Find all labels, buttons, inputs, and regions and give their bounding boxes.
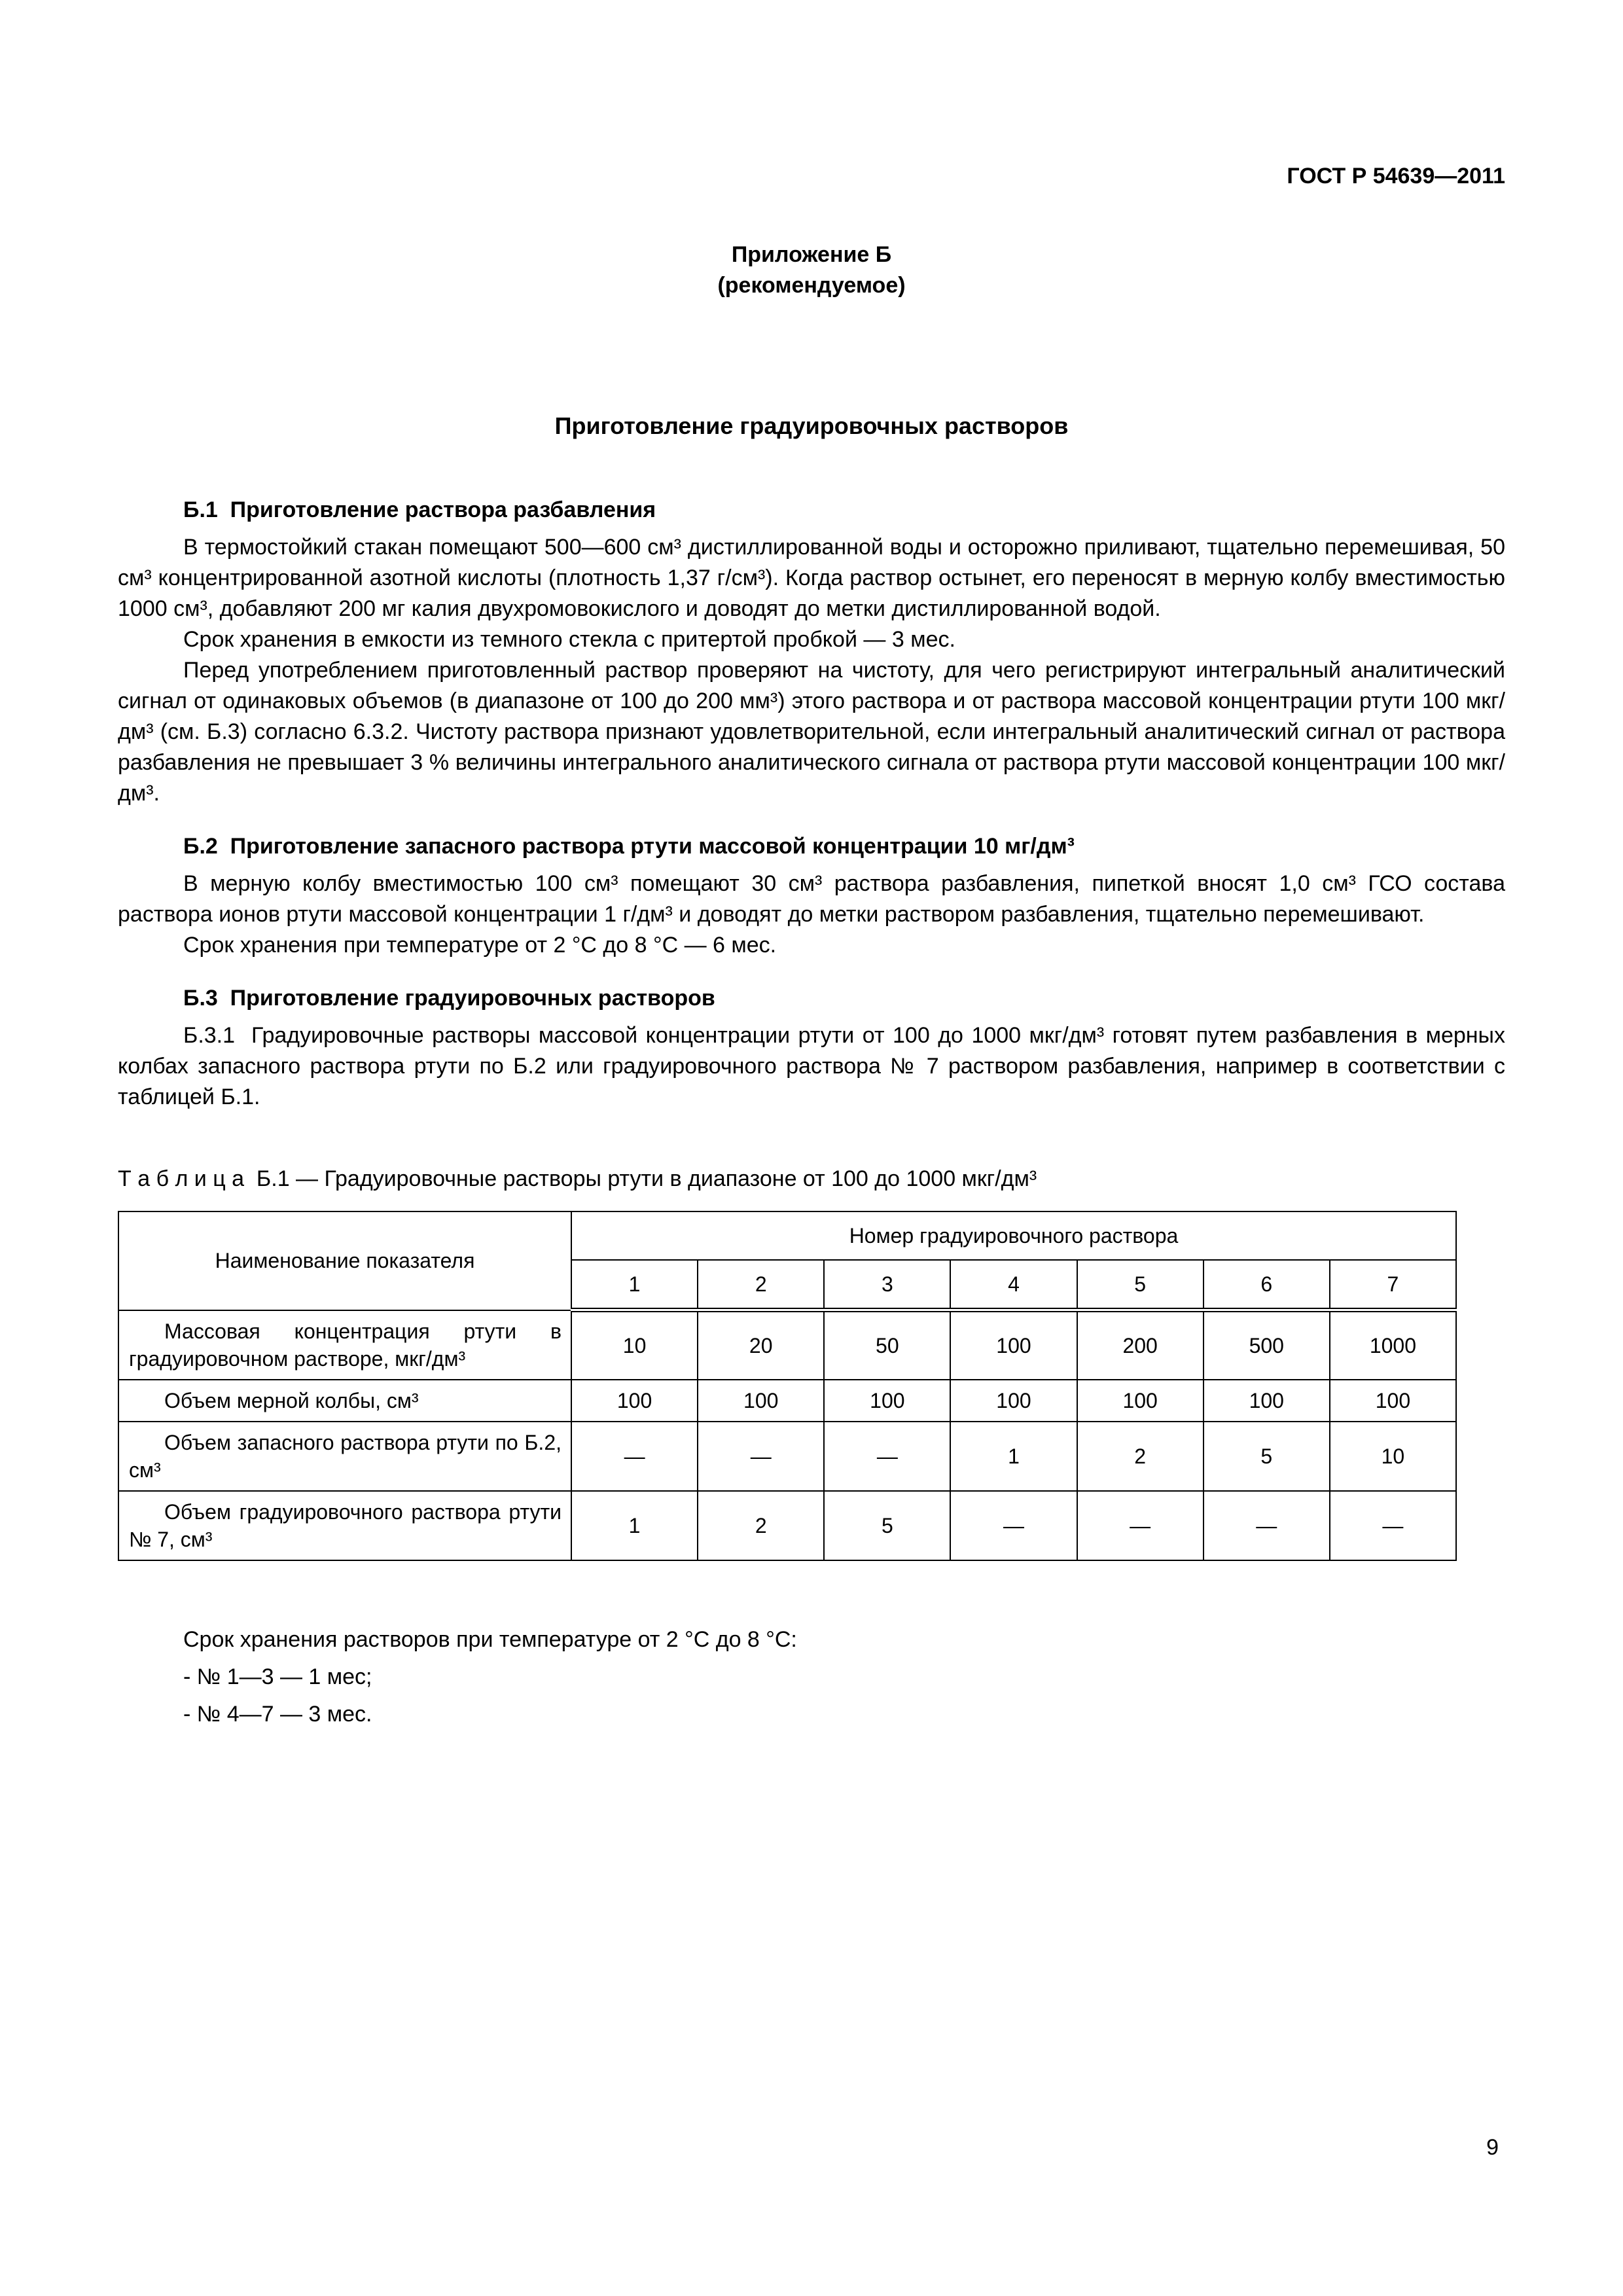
- solution-number: 6: [1204, 1260, 1330, 1310]
- solution-number: 4: [950, 1260, 1077, 1310]
- annex-title: Приложение Б: [731, 242, 892, 267]
- paragraph: Перед употреблением приготовленный раствор проверяют на чистоту, для чего регистрируют интегральный аналитический сигнал от одинаковых объемов (в диапазоне от 100 до 200 мм³) этого раствора и от раствора массовой концентрации ртути 100 мкг/дм³ (см. Б.3) согласно 6.3.2. Чистоту раствора признают удовлетворительной, если интегральный аналитический сигнал от раствора разбавления не превышает 3 % величины интегрального аналитического сигнала от раствора ртути массовой концентрации 100 мкг/дм³.: [118, 658, 1505, 806]
- solution-number: 2: [698, 1260, 824, 1310]
- page-title: Приготовление градуировочных растворов: [554, 412, 1069, 439]
- table-cell: —: [571, 1422, 698, 1491]
- table-row-label: Объем градуировочного раствора ртути № 7, см³: [118, 1491, 571, 1560]
- table-cell: 20: [698, 1310, 824, 1380]
- table-cell: —: [698, 1422, 824, 1491]
- table-row-label: Объем мерной колбы, см³: [118, 1380, 571, 1422]
- table-row: [118, 1380, 1456, 1422]
- table-cell: 100: [1204, 1380, 1330, 1422]
- table-cell: 500: [1204, 1310, 1330, 1380]
- solution-number: 1: [571, 1260, 698, 1310]
- table-cell: —: [1204, 1491, 1330, 1560]
- paragraph: Срок хранения при температуре от 2 °С до 8 °С — 6 мес.: [183, 933, 777, 958]
- table-header-row: [118, 1211, 1456, 1260]
- table-cell: —: [824, 1422, 950, 1491]
- table-cell: 2: [1077, 1422, 1204, 1491]
- table-row-label: Массовая концентрация ртути в градуировочном растворе, мкг/дм³: [118, 1310, 571, 1380]
- storage-notes: [118, 1621, 1505, 1733]
- table-cell: 50: [824, 1310, 950, 1380]
- table-cell: 100: [824, 1380, 950, 1422]
- doc-number: ГОСТ Р 54639—2011: [1287, 164, 1505, 188]
- table-cell: 5: [824, 1491, 950, 1560]
- table-cell: —: [1077, 1491, 1204, 1560]
- table-cell: 1: [571, 1491, 698, 1560]
- table-cell: 10: [1330, 1422, 1456, 1491]
- section-b2-heading: Б.2 Приготовление запасного раствора ртути массовой концентрации 10 мг/дм³: [183, 834, 1075, 859]
- table-cell: 100: [1077, 1380, 1204, 1422]
- table-cell: 100: [950, 1380, 1077, 1422]
- paragraph: В мерную колбу вместимостью 100 см³ помещают 30 см³ раствора разбавления, пипеткой вносят 1,0 см³ ГСО состава раствора ионов ртути массовой концентрации 1 г/дм³ и доводят до метки раствором разбавления, тщательно перемешивают.: [118, 871, 1505, 927]
- table-cell: 100: [950, 1310, 1077, 1380]
- table-row: [118, 1491, 1456, 1560]
- table-cell: —: [1330, 1491, 1456, 1560]
- note-line: Срок хранения растворов при температуре от 2 °С до 8 °С:: [183, 1626, 797, 1652]
- table-cell: 100: [571, 1380, 698, 1422]
- paragraph: Б.3.1 Градуировочные растворы массовой концентрации ртути от 100 до 1000 мкг/дм³ готовят путем разбавления в мерных колбах запасного раствора ртути по Б.2 или градуировочного раствора № 7 раствором разбавления, например в соответствии с таблицей Б.1.: [118, 1023, 1505, 1109]
- table-cell: 5: [1204, 1422, 1330, 1491]
- table-cell: 100: [698, 1380, 824, 1422]
- table-cell: 1000: [1330, 1310, 1456, 1380]
- table-caption: Т а б л и ц а Б.1 — Градуировочные растворы ртути в диапазоне от 100 до 1000 мкг/дм³: [118, 1166, 1037, 1191]
- page-number: 9: [1486, 2135, 1499, 2160]
- note-line: - № 4—7 — 3 мес.: [183, 1701, 372, 1727]
- annex-subtitle: (рекомендуемое): [717, 273, 906, 298]
- solution-number: 5: [1077, 1260, 1204, 1310]
- table-row: [118, 1422, 1456, 1491]
- table-cell: 10: [571, 1310, 698, 1380]
- solution-number: 3: [824, 1260, 950, 1310]
- annex-block: [118, 240, 1505, 301]
- solution-number: 7: [1330, 1260, 1456, 1310]
- section-b3-heading: Б.3 Приготовление градуировочных растворов: [183, 986, 715, 1011]
- table-header-name: Наименование показателя: [118, 1211, 571, 1310]
- table-cell: 200: [1077, 1310, 1204, 1380]
- table-cell: —: [950, 1491, 1077, 1560]
- section-b1-heading: Б.1 Приготовление раствора разбавления: [183, 497, 656, 522]
- note-line: - № 1—3 — 1 мес;: [183, 1664, 372, 1689]
- paragraph: В термостойкий стакан помещают 500—600 см³ дистиллированной воды и осторожно приливают, тщательно перемешивая, 50 см³ концентрированной азотной кислоты (плотность 1,37 г/см³). Когда раствор остынет, его переносят в мерную колбу вместимостью 1000 см³, добавляют 200 мг калия двухромовокислого и доводят до метки дистиллированной водой.: [118, 535, 1505, 621]
- table-row: [118, 1310, 1456, 1380]
- table-cell: 1: [950, 1422, 1077, 1491]
- table-header-group: Номер градуировочного раствора: [571, 1211, 1456, 1260]
- paragraph: Срок хранения в емкости из темного стекла с притертой пробкой — 3 мес.: [183, 627, 955, 652]
- table-cell: 100: [1330, 1380, 1456, 1422]
- table-cell: 2: [698, 1491, 824, 1560]
- calibration-solutions-table: [118, 1211, 1457, 1561]
- table-row-label: Объем запасного раствора ртути по Б.2, см³: [118, 1422, 571, 1491]
